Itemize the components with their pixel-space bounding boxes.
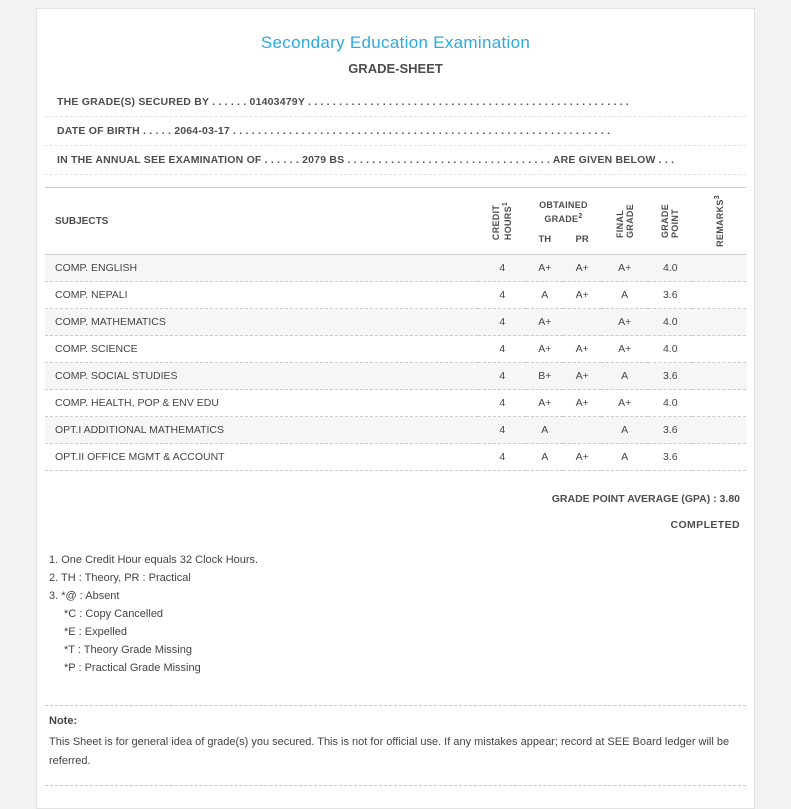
final-grade-cell: A (601, 444, 649, 471)
theory-grade-cell: A+ (526, 390, 563, 417)
theory-grade-cell: A+ (526, 336, 563, 363)
grade-point-cell: 3.6 (648, 417, 692, 444)
final-grade-word-2: GRADE (624, 203, 635, 239)
remarks-cell (692, 444, 746, 471)
col-header-theory: TH (526, 229, 563, 255)
practical-grade-cell: A+ (563, 336, 600, 363)
practical-grade-cell: A+ (563, 444, 600, 471)
subject-cell: COMP. SOCIAL STUDIES (45, 363, 478, 390)
subject-cell: COMP. NEPALI (45, 282, 478, 309)
table-row (45, 336, 746, 363)
completed-status: COMPLETED (670, 519, 740, 531)
credit-hours-superscript: 1 (502, 201, 510, 207)
credit-hours-cell: 4 (478, 444, 526, 471)
practical-grade-cell: A+ (563, 390, 600, 417)
col-header-practical: PR (563, 229, 600, 255)
col-header-remarks (692, 188, 746, 255)
grade-point-word-2: POINT (670, 208, 681, 239)
note-label: Note: (49, 715, 78, 727)
grade-point-cell: 4.0 (648, 390, 692, 417)
gpa-line: GRADE POINT AVERAGE (GPA) : 3.80 (551, 493, 740, 505)
subject-cell: COMP. ENGLISH (45, 255, 478, 282)
theory-grade-cell: A (526, 417, 563, 444)
grade-point-cell: 3.6 (648, 444, 692, 471)
examination-line: IN THE ANNUAL SEE EXAMINATION OF . . . . . . 2079 BS . . . . . . . . . . . . . . . . . . . . . . . . . . . . . . . . . ARE GIVEN BELOW . . . (45, 146, 746, 175)
grades-table (45, 187, 746, 471)
obtained-grade-word-1: OBTAINED (539, 200, 588, 211)
practical-grade-cell: A+ (563, 282, 600, 309)
credit-hours-cell: 4 (478, 336, 526, 363)
final-grade-cell: A (601, 363, 649, 390)
footnote-line: 1. One Credit Hour equals 32 Clock Hours. (49, 554, 259, 566)
table-row (45, 255, 746, 282)
theory-grade-cell: A+ (526, 309, 563, 336)
final-grade-cell: A (601, 417, 649, 444)
table-row (45, 444, 746, 471)
remarks-cell (692, 390, 746, 417)
remarks-superscript: 3 (714, 195, 722, 200)
footnote-line: *T : Theory Grade Missing (64, 644, 192, 656)
col-header-grade-point (648, 188, 692, 255)
credit-hours-word-1: CREDIT (491, 204, 502, 241)
obtained-grade-superscript: 2 (578, 213, 583, 221)
remarks-cell (692, 363, 746, 390)
practical-grade-cell (563, 417, 600, 444)
final-grade-cell: A+ (601, 390, 649, 417)
final-grade-cell: A+ (601, 255, 649, 282)
credit-hours-cell: 4 (478, 363, 526, 390)
footnote-line: 3. *@ : Absent (49, 590, 120, 602)
credit-hours-cell: 4 (478, 282, 526, 309)
table-row (45, 309, 746, 336)
final-grade-cell: A+ (601, 336, 649, 363)
credit-hours-word-2: HOURS (503, 206, 514, 241)
remarks-cell (692, 417, 746, 444)
remarks-cell (692, 336, 746, 363)
candidate-info (45, 88, 746, 175)
grades-table-body (45, 255, 746, 471)
col-header-credit-hours (478, 188, 526, 255)
theory-grade-cell: B+ (526, 363, 563, 390)
credit-hours-cell: 4 (478, 309, 526, 336)
date-of-birth-line: DATE OF BIRTH . . . . . 2064-03-17 . . . . . . . . . . . . . . . . . . . . . . . . . . . . . . . . . . . . . . . . . . . . . . . . . . . . . . . . . . . . . (45, 117, 746, 146)
table-row (45, 417, 746, 444)
note-section (45, 705, 746, 786)
practical-grade-cell (563, 309, 600, 336)
subject-cell: COMP. HEALTH, POP & ENV EDU (45, 390, 478, 417)
remarks-cell (692, 309, 746, 336)
footnote-line: *E : Expelled (64, 626, 127, 638)
theory-grade-cell: A+ (526, 255, 563, 282)
page-subtitle: GRADE-SHEET (348, 61, 443, 76)
subject-cell: OPT.II OFFICE MGMT & ACCOUNT (45, 444, 478, 471)
final-grade-word-1: FINAL (614, 210, 625, 239)
footnote-line: 2. TH : Theory, PR : Practical (49, 572, 191, 584)
grade-point-cell: 4.0 (648, 255, 692, 282)
credit-hours-cell: 4 (478, 255, 526, 282)
grades-secured-by-line: THE GRADE(S) SECURED BY . . . . . . 01403479Y . . . . . . . . . . . . . . . . . . . . . . . . . . . . . . . . . . . . . . . . . . . . . . . . . . . . (45, 88, 746, 117)
final-grade-cell: A+ (601, 309, 649, 336)
col-header-final-grade (601, 188, 649, 255)
practical-grade-cell: A+ (563, 255, 600, 282)
grade-sheet-card (36, 8, 755, 809)
table-row (45, 390, 746, 417)
credit-hours-cell: 4 (478, 417, 526, 444)
subject-cell: COMP. SCIENCE (45, 336, 478, 363)
col-header-subjects: SUBJECTS (45, 188, 478, 255)
footnote-line: *P : Practical Grade Missing (64, 662, 201, 674)
table-row (45, 282, 746, 309)
final-grade-cell: A (601, 282, 649, 309)
grade-point-cell: 3.6 (648, 363, 692, 390)
remarks-word: REMARKS (715, 199, 726, 247)
subject-cell: COMP. MATHEMATICS (45, 309, 478, 336)
practical-grade-cell: A+ (563, 363, 600, 390)
theory-grade-cell: A (526, 444, 563, 471)
summary-section (45, 493, 746, 531)
grade-point-cell: 4.0 (648, 336, 692, 363)
page-title: Secondary Education Examination (260, 33, 531, 52)
col-header-obtained-grade (526, 188, 601, 229)
table-row (45, 363, 746, 390)
remarks-cell (692, 282, 746, 309)
footnotes (45, 551, 746, 677)
grade-point-word-1: GRADE (660, 203, 671, 239)
credit-hours-cell: 4 (478, 390, 526, 417)
grade-point-cell: 3.6 (648, 282, 692, 309)
note-text: This Sheet is for general idea of grade(s) you secured. This is not for official use. If any mistakes appear; record at SEE Board ledger will be referred. (49, 736, 730, 767)
remarks-cell (692, 255, 746, 282)
grade-point-cell: 4.0 (648, 309, 692, 336)
grades-table-head (45, 188, 746, 255)
subject-cell: OPT.I ADDITIONAL MATHEMATICS (45, 417, 478, 444)
footnote-line: *C : Copy Cancelled (64, 608, 164, 620)
obtained-grade-word-2: GRADE (544, 214, 579, 225)
theory-grade-cell: A (526, 282, 563, 309)
